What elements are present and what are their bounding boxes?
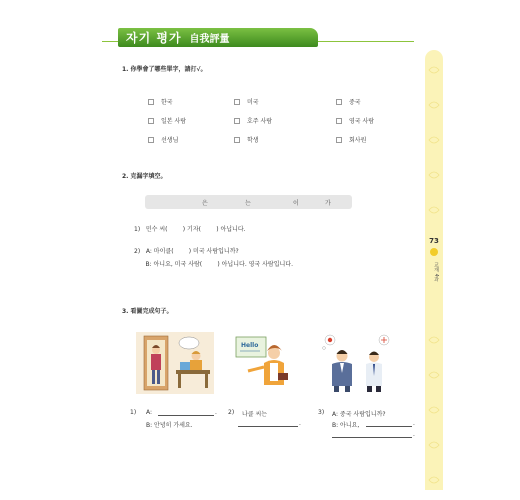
checklist-item[interactable] <box>148 116 186 125</box>
section-title-bar <box>118 28 318 47</box>
q3-item-2-number: 2) <box>228 409 235 416</box>
teacher-illustration <box>234 333 296 393</box>
answer-blank[interactable] <box>366 426 412 427</box>
question-3-title: 3. 看圖完成句子。 <box>122 308 173 315</box>
side-chapter-label: 교재 4과 <box>433 262 439 282</box>
checkbox[interactable] <box>234 118 240 124</box>
two-men-illustration <box>318 332 398 394</box>
checkbox[interactable] <box>336 118 342 124</box>
question-2-title: 2. 克漏字填空。 <box>122 173 167 180</box>
page-number: 73 <box>429 237 439 245</box>
question-1-title: 1. 你學會了哪些單字，請打√。 <box>122 66 207 73</box>
checklist-item[interactable] <box>148 135 178 144</box>
word-bank <box>145 195 352 209</box>
page-marker-dot <box>430 248 438 256</box>
checklist-label: 일본 사람 <box>161 118 187 125</box>
word-bank-item: 는 <box>245 200 251 207</box>
q3-item-1-line-b: B: 안녕히 가세요. <box>146 422 193 429</box>
q3-item-2-line-a: 나클 씨는 <box>242 411 268 418</box>
cloze-line-2a: 2) A: 마이클( ) 미국 사람입니까? <box>134 248 239 255</box>
checklist-item[interactable] <box>336 116 374 125</box>
cloze-line-2b: B: 아니요, 미국 사람( ) 아닙니다. 영국 사람입니다. <box>134 261 294 268</box>
period: . <box>413 420 415 427</box>
checkbox[interactable] <box>336 137 342 143</box>
checklist-item[interactable] <box>336 97 361 106</box>
period: . <box>215 409 217 416</box>
checkbox[interactable] <box>148 137 154 143</box>
goodbye-illustration <box>136 332 214 394</box>
period: . <box>299 420 301 427</box>
checklist-label: 미국 <box>247 99 259 106</box>
checklist-label: 회사원 <box>349 137 367 144</box>
answer-blank[interactable] <box>238 426 298 427</box>
checklist-label: 선생님 <box>161 137 179 144</box>
checkbox[interactable] <box>234 137 240 143</box>
board-text: Hello <box>241 342 259 349</box>
checkbox[interactable] <box>148 118 154 124</box>
checklist-label: 영국 사람 <box>349 118 375 125</box>
page-title: 자기 평가 <box>126 31 182 45</box>
q3-item-3-number: 3) <box>318 409 325 416</box>
cloze-line-1: 1) 민수 씨( ) 기자( ) 아닙니다. <box>134 226 246 233</box>
checklist-item[interactable] <box>234 135 259 144</box>
answer-blank[interactable] <box>158 415 214 416</box>
checkbox[interactable] <box>148 99 154 105</box>
page-title-chinese: 自我評量 <box>189 34 230 45</box>
checkbox[interactable] <box>336 99 342 105</box>
checklist-label: 중국 <box>349 99 361 106</box>
answer-blank[interactable] <box>332 437 412 438</box>
period: . <box>413 431 415 438</box>
checklist-item[interactable] <box>234 116 272 125</box>
word-bank-item: 은 <box>202 200 208 207</box>
q3-item-1-line-a: A: <box>146 409 153 416</box>
checklist-label: 한국 <box>161 99 173 106</box>
word-bank-item: 가 <box>325 200 331 207</box>
checklist-item[interactable] <box>234 97 259 106</box>
checklist-item[interactable] <box>148 97 173 106</box>
checklist-label: 호주 사람 <box>247 118 273 125</box>
checklist-label: 학생 <box>247 137 259 144</box>
checklist-item[interactable] <box>336 135 366 144</box>
q3-item-1-number: 1) <box>130 409 137 416</box>
q3-item-3-line-a: A: 중국 사람입니까? <box>332 411 386 418</box>
checkbox[interactable] <box>234 99 240 105</box>
q3-item-3-line-b: B: 아니요, <box>332 422 360 429</box>
word-bank-item: 이 <box>293 200 299 207</box>
